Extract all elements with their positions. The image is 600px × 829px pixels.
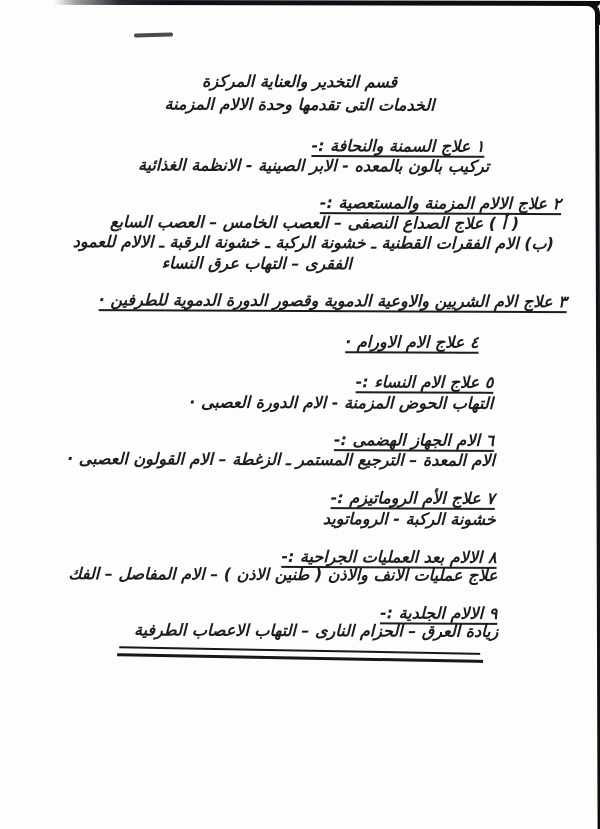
closing-double-rule: [117, 646, 480, 665]
document-subtitle: الخدمات التى تقدمها وحدة الالام المزمنة: [164, 94, 435, 115]
section-4-heading: ٤ علاج الام الاورام ·: [345, 332, 479, 352]
department-title: قسم التخدير والعناية المركزة: [202, 71, 398, 92]
section-2-detail-b-cont: الفقرى – التهاب عرق النساء: [161, 253, 352, 274]
section-2-detail-b: (ب) الام الفقرات القطنية ـ خشونة الركبة ـ خشونة الرقبة ـ الالام للعمود: [72, 232, 554, 254]
section-8-detail: علاج عمليات الانف والاذن ( طنين الاذن ) – الام المفاصل – الفك: [68, 563, 498, 585]
section-6-detail: الام المعدة – الترجيع المستمر ـ الزغطة – الام القولون العصبى ·: [67, 448, 496, 470]
section-5-detail: التهاب الحوض المزمنة - الام الدورة العصبى ·: [189, 392, 494, 413]
section-2-detail-a: ( أ ) علاج الصداع النصفى – العصب الخامس – العصب السابع: [110, 212, 520, 233]
section-1-heading: ١ علاج السمنة والنحافة :-: [311, 136, 485, 156]
section-9-detail: زيادة العرق – الحزام النارى – التهاب الاعصاب الطرفية: [133, 620, 499, 641]
section-6-heading: ٦ الام الجهاز الهضمى :-: [333, 430, 495, 450]
section-1-detail: تركيب بالون بالمعده - الابر الصينية - الانظمة الغذائية: [137, 155, 490, 176]
section-5-heading: ٥ علاج الام النساء :-: [355, 372, 494, 392]
section-3-heading: ٣ علاج الام الشريين والاوعية الدموية وقصور الدورة الدموية للطرفين ·: [98, 290, 567, 312]
section-8-heading: ٨ الالام بعد العمليات الجراحية :-: [281, 546, 497, 567]
section-7-detail: خشونة الركبة - الروماتويد: [322, 509, 496, 529]
section-9-heading: ٩ الالام الجلدية :-: [379, 603, 498, 623]
section-7-heading: ٧ علاج الأم الروماتيزم :-: [330, 488, 495, 508]
closing-rule-bottom-line: [117, 653, 483, 662]
section-2-heading: ٢ علاج الالام المزمنة والمستعصية :-: [319, 193, 562, 214]
